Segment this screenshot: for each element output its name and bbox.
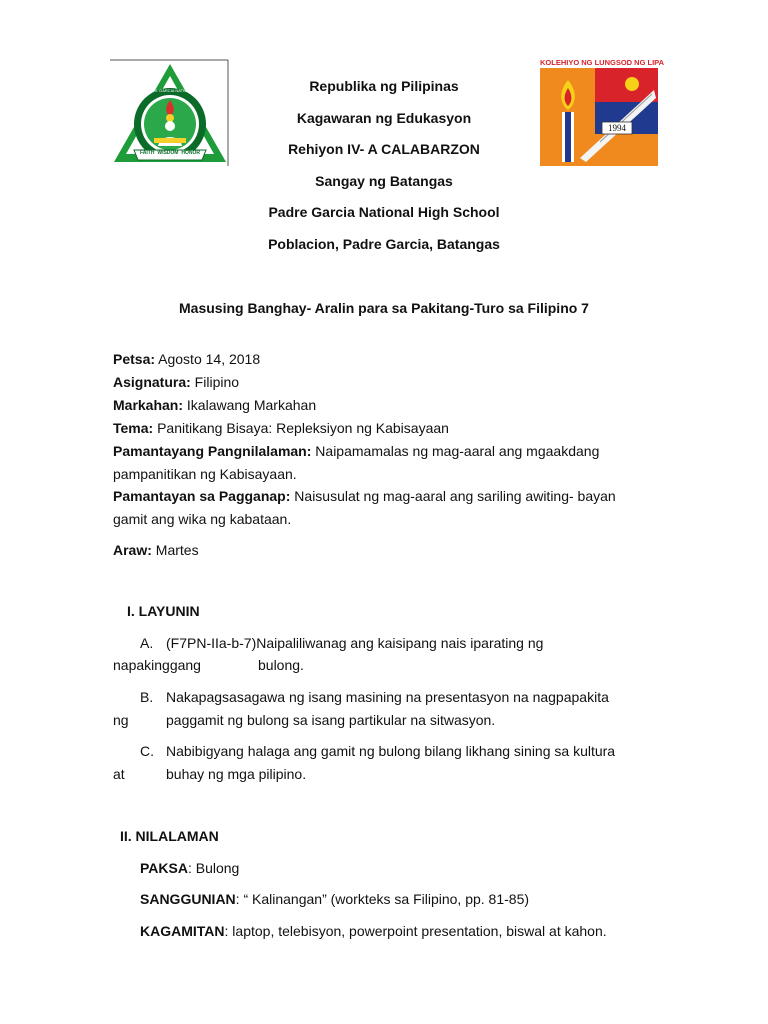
field-asignatura <box>113 371 239 394</box>
field-araw <box>113 539 199 562</box>
paksa-value: : Bulong <box>187 860 240 876</box>
header-rehiyon: Rehiyon IV- A CALABARZON <box>288 141 480 157</box>
layunin-b-line2: paggamit ng bulong sa isang partikular na sitwasyon. <box>166 712 496 728</box>
layunin-a-letter: A. <box>140 635 154 651</box>
layunin-b-letter: B. <box>140 689 154 705</box>
layunin-b-line1: Nakapagsasagawa ng isang masining na presentasyon na nagpapakita <box>166 689 609 705</box>
tema-label: Tema: <box>113 420 154 436</box>
nilalaman-paksa <box>140 860 239 876</box>
header-republika: Republika ng Pilipinas <box>309 78 459 94</box>
pagganap-label: Pamantayan sa Pagganap: <box>113 488 291 504</box>
kagamitan-value: : laptop, telebisyon, powerpoint presentation, biswal at kahon. <box>224 923 607 939</box>
sanggunian-label: SANGGUNIAN <box>140 891 236 907</box>
college-logo-year: 1994 <box>608 123 626 133</box>
field-pamantayang-pangnilalaman-cont: pampanitikan ng Kabisayaan. <box>113 466 297 482</box>
banner-faith: FAITH <box>140 150 155 156</box>
logo-ring-text: PADRE V. GARCIA NATIONAL HIGH SCHOOL <box>140 88 225 93</box>
field-pamantayan-sa-pagganap-cont: gamit ang wika ng kabataan. <box>113 511 292 527</box>
markahan-value: Ikalawang Markahan <box>183 397 317 413</box>
kagamitan-label: KAGAMITAN <box>140 923 225 939</box>
sanggunian-value: : “ Kalinangan” (workteks sa Filipino, pp. 81-85) <box>235 891 530 907</box>
layunin-a-lead: napakinggang <box>113 657 201 673</box>
document-title: Masusing Banghay- Aralin para sa Pakitang-Turo sa Filipino 7 <box>179 300 589 316</box>
header-sangay: Sangay ng Batangas <box>315 173 453 189</box>
paksa-label: PAKSA <box>140 860 188 876</box>
pangnilalaman-value: Naipamamalas ng mag-aaral ang mgaakdang <box>311 443 600 459</box>
layunin-c-lead: at <box>113 766 125 782</box>
asignatura-label: Asignatura: <box>113 374 191 390</box>
banner-honor: HONOR <box>181 150 200 156</box>
section-layunin-heading: I. LAYUNIN <box>127 603 200 619</box>
layunin-a-line2: bulong. <box>258 657 304 673</box>
field-markahan <box>113 394 316 417</box>
field-petsa <box>113 348 260 371</box>
pagganap-value: Naisusulat ng mag-aaral ang sariling awiting- bayan <box>290 488 616 504</box>
araw-label: Araw: <box>113 542 152 558</box>
araw-value: Martes <box>151 542 199 558</box>
layunin-a-line1: (F7PN-IIa-b-7)Naipaliliwanag ang kaisipang nais iparating ng <box>166 635 544 651</box>
field-pamantayang-pangnilalaman <box>113 440 599 463</box>
asignatura-value: Filipino <box>190 374 240 390</box>
layunin-b-lead: ng <box>113 712 129 728</box>
layunin-c-letter: C. <box>140 743 154 759</box>
section-nilalaman-heading: II. NILALAMAN <box>120 828 219 844</box>
header-kagawaran: Kagawaran ng Edukasyon <box>296 110 472 126</box>
header-address: Poblacion, Padre Garcia, Batangas <box>268 236 500 252</box>
markahan-label: Markahan: <box>113 397 184 413</box>
petsa-label: Petsa: <box>113 351 156 367</box>
banner-wisdom: WISDOM <box>157 150 179 156</box>
nilalaman-sanggunian <box>140 891 529 907</box>
field-tema <box>113 417 449 440</box>
nilalaman-kagamitan <box>140 923 607 939</box>
layunin-c-line1: Nabibigyang halaga ang gamit ng bulong bilang likhang sining sa kultura <box>166 743 616 759</box>
pangnilalaman-label: Pamantayang Pangnilalaman: <box>113 443 312 459</box>
layunin-c-line2: buhay ng mga pilipino. <box>166 766 307 782</box>
header-school-name: Padre Garcia National High School <box>268 204 500 220</box>
college-logo-title: KOLEHIYO NG LUNGSOD NG LIPA <box>540 58 665 67</box>
petsa-value: Agosto 14, 2018 <box>155 351 261 367</box>
field-pamantayan-sa-pagganap <box>113 485 616 508</box>
tema-value: Panitikang Bisaya: Repleksiyon ng Kabisayaan <box>153 420 449 436</box>
